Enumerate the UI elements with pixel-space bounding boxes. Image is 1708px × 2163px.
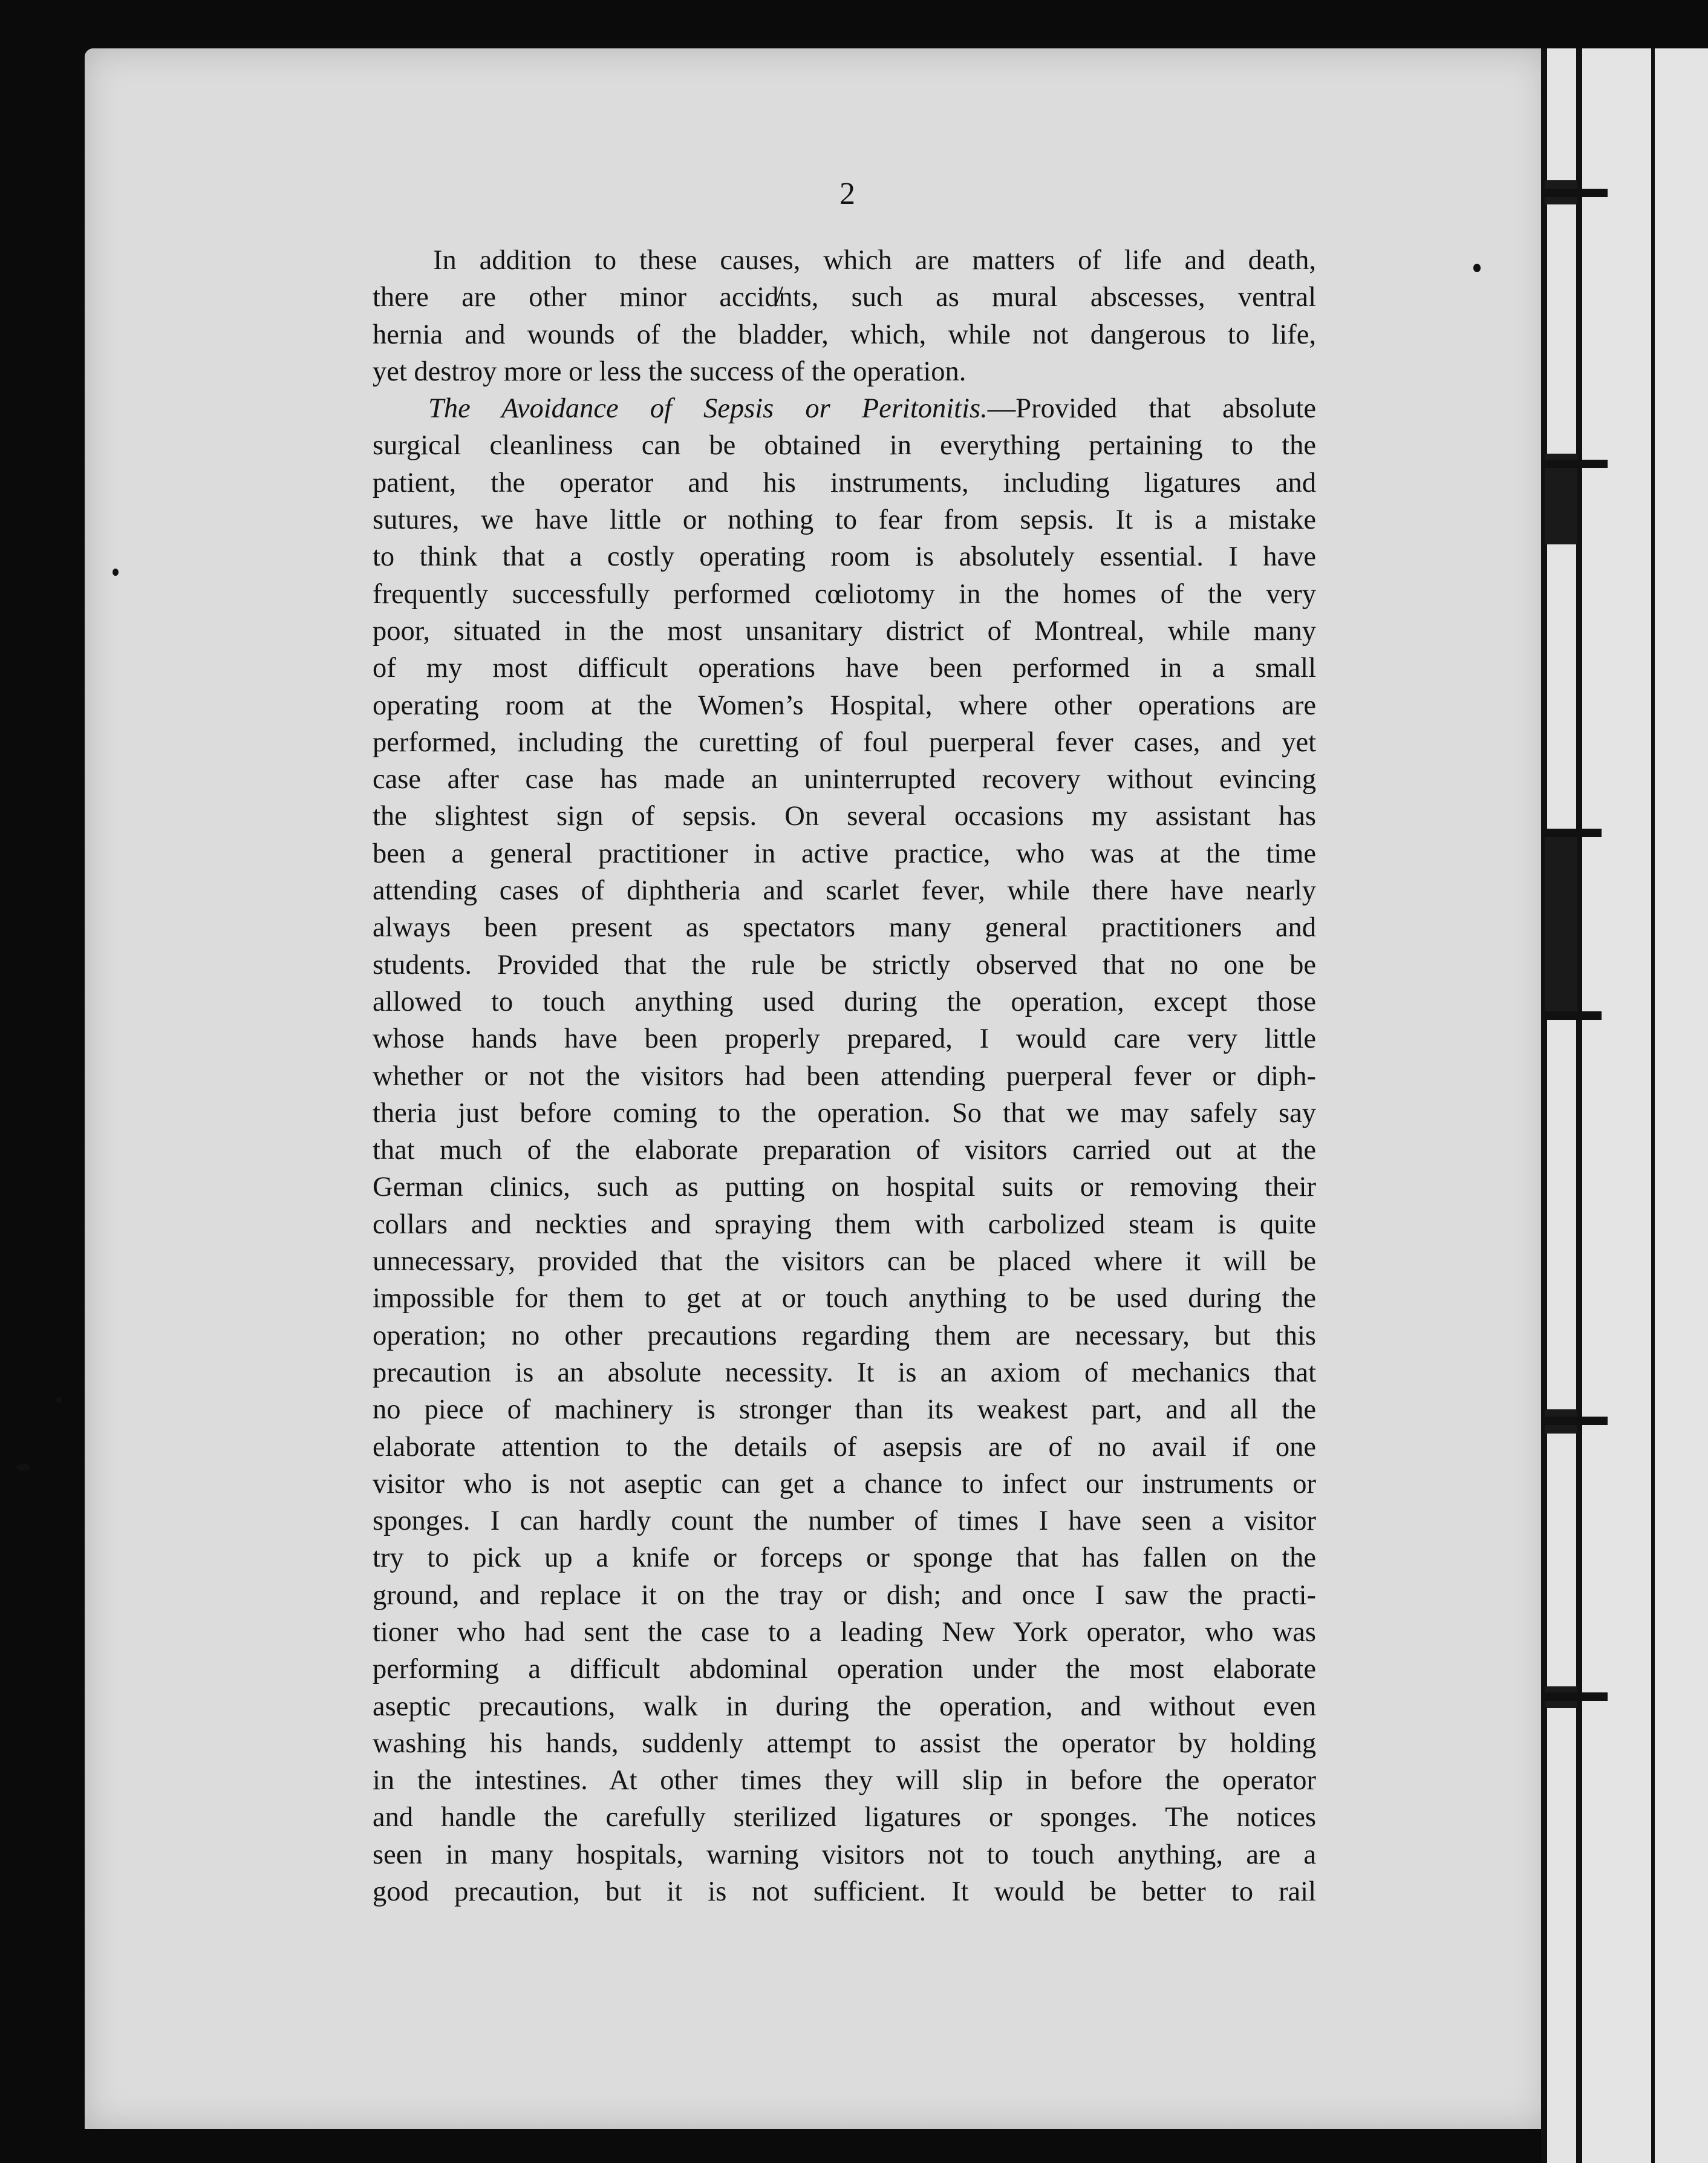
text-line: try to pick up a knife or forceps or sponge that has fallen on the <box>373 1542 1316 1574</box>
binding-stitch-line <box>1576 48 1582 2163</box>
text-line: theria just before coming to the operation. So that we may safely say <box>373 1097 1316 1129</box>
section-heading: The Avoidance of Sepsis or Peritonitis. <box>428 393 988 425</box>
text-line: sponges. I can hardly count the number of times I have seen a visitor <box>373 1506 1316 1537</box>
text-line: the slightest sign of sepsis. On several occasions my assistant has <box>373 801 1316 832</box>
text-line: that much of the elaborate preparation of visitors carried out at the <box>373 1135 1316 1166</box>
paragraph <box>373 242 1316 390</box>
text-line: washing his hands, suddenly attempt to assist the operator by holding <box>373 1727 1316 1759</box>
text-line: frequently successfully performed cœliotomy in the homes of the very <box>373 578 1316 610</box>
text-line: precaution is an absolute necessity. It is an axiom of mechanics that <box>373 1357 1316 1388</box>
text-line: and handle the carefully sterilized ligatures or sponges. The notices <box>373 1802 1316 1833</box>
text-line: whether or not the visitors had been attending puerperal fever or diph- <box>373 1060 1316 1092</box>
scan-speck <box>17 1464 30 1471</box>
text-line: collars and neckties and spraying them with carbolized steam is quite <box>373 1209 1316 1240</box>
text-line: In addition to these causes, which are matters of life and death, <box>433 245 1316 276</box>
text-line: good precaution, but it is not sufficient. It would be better to rail <box>373 1876 1316 1908</box>
text-line: seen in many hospitals, warning visitors not to touch anything, are a <box>373 1839 1316 1870</box>
text-line: students. Provided that the rule be strictly observed that no one be <box>373 949 1316 980</box>
text-line: whose hands have been properly prepared, I would care very little <box>373 1023 1316 1055</box>
text-line: operation; no other precautions regarding them are necessary, but this <box>373 1320 1316 1351</box>
text-line: performing a difficult abdominal operation under the most elaborate <box>373 1654 1316 1685</box>
text-line: hernia and wounds of the bladder, which, while not dangerous to life, <box>373 319 1316 350</box>
binding-stitch <box>1541 189 1608 197</box>
text-line: impossible for them to get at or touch anything to be used during the <box>373 1283 1316 1314</box>
page-number: 2 <box>839 177 855 211</box>
text-line: visitor who is not aseptic can get a chance to infect our instruments or <box>373 1468 1316 1499</box>
text-line: elaborate attention to the details of asepsis are of no avail if one <box>373 1431 1316 1463</box>
text-line: of my most difficult operations have been performed in a small <box>373 653 1316 684</box>
text-line: attending cases of diphtheria and scarlet fever, while there have nearly <box>373 875 1316 907</box>
text-line: no piece of machinery is stronger than its weakest part, and all the <box>373 1394 1316 1426</box>
article-text <box>373 175 1316 1910</box>
text-line: patient, the operator and his instruments, including ligatures and <box>373 467 1316 498</box>
scan-speck <box>112 569 119 576</box>
text-line: unnecessary, provided that the visitors can be placed where it will be <box>373 1246 1316 1277</box>
binding-margin <box>1541 48 1708 2163</box>
text-line: surgical cleanliness can be obtained in everything pertaining to the <box>373 430 1316 462</box>
binding-outer-line <box>1651 48 1655 2163</box>
binding-edge-line <box>1541 48 1547 2163</box>
text-line: there are other minor accid̸nts, such as mural abscesses, ventral <box>373 282 1316 313</box>
text-run: —Provided that absolute <box>987 393 1316 425</box>
binding-stitch <box>1541 1417 1608 1425</box>
scan-speck <box>56 1397 62 1403</box>
text-line: sutures, we have little or nothing to fear from sepsis. It is a mistake <box>373 504 1316 536</box>
text-line <box>373 390 1316 427</box>
text-line: German clinics, such as putting on hospital suits or removing their <box>373 1172 1316 1203</box>
scan-speck <box>1473 264 1481 272</box>
binding-stitch <box>1545 835 1577 1016</box>
binding-stitch <box>1541 1692 1608 1701</box>
binding-stitch <box>1541 1011 1602 1020</box>
text-line: case after case has made an uninterrupted recovery without evincing <box>373 764 1316 795</box>
text-line: poor, situated in the most unsanitary district of Montreal, while many <box>373 615 1316 647</box>
text-line: ground, and replace it on the tray or dish; and once I saw the practi- <box>373 1579 1316 1611</box>
text-line: yet destroy more or less the success of the operation. <box>373 356 966 387</box>
text-line: always been present as spectators many general practitioners and <box>373 912 1316 944</box>
text-line: to think that a costly operating room is absolutely essential. I have <box>373 541 1316 573</box>
binding-stitch <box>1541 829 1602 837</box>
text-line: performed, including the curetting of foul puerperal fever cases, and yet <box>373 726 1316 758</box>
text-line: operating room at the Women’s Hospital, where other operations are <box>373 690 1316 721</box>
text-line: aseptic precautions, walk in during the operation, and without even <box>373 1691 1316 1722</box>
text-line: allowed to touch anything used during the operation, except those <box>373 986 1316 1017</box>
text-line: tioner who had sent the case to a leading New York operator, who was <box>373 1616 1316 1648</box>
binding-stitch <box>1541 460 1608 468</box>
text-line: been a general practitioner in active practice, who was at the time <box>373 838 1316 869</box>
paragraph <box>373 390 1316 1910</box>
text-line: in the intestines. At other times they will slip in before the operator <box>373 1765 1316 1796</box>
